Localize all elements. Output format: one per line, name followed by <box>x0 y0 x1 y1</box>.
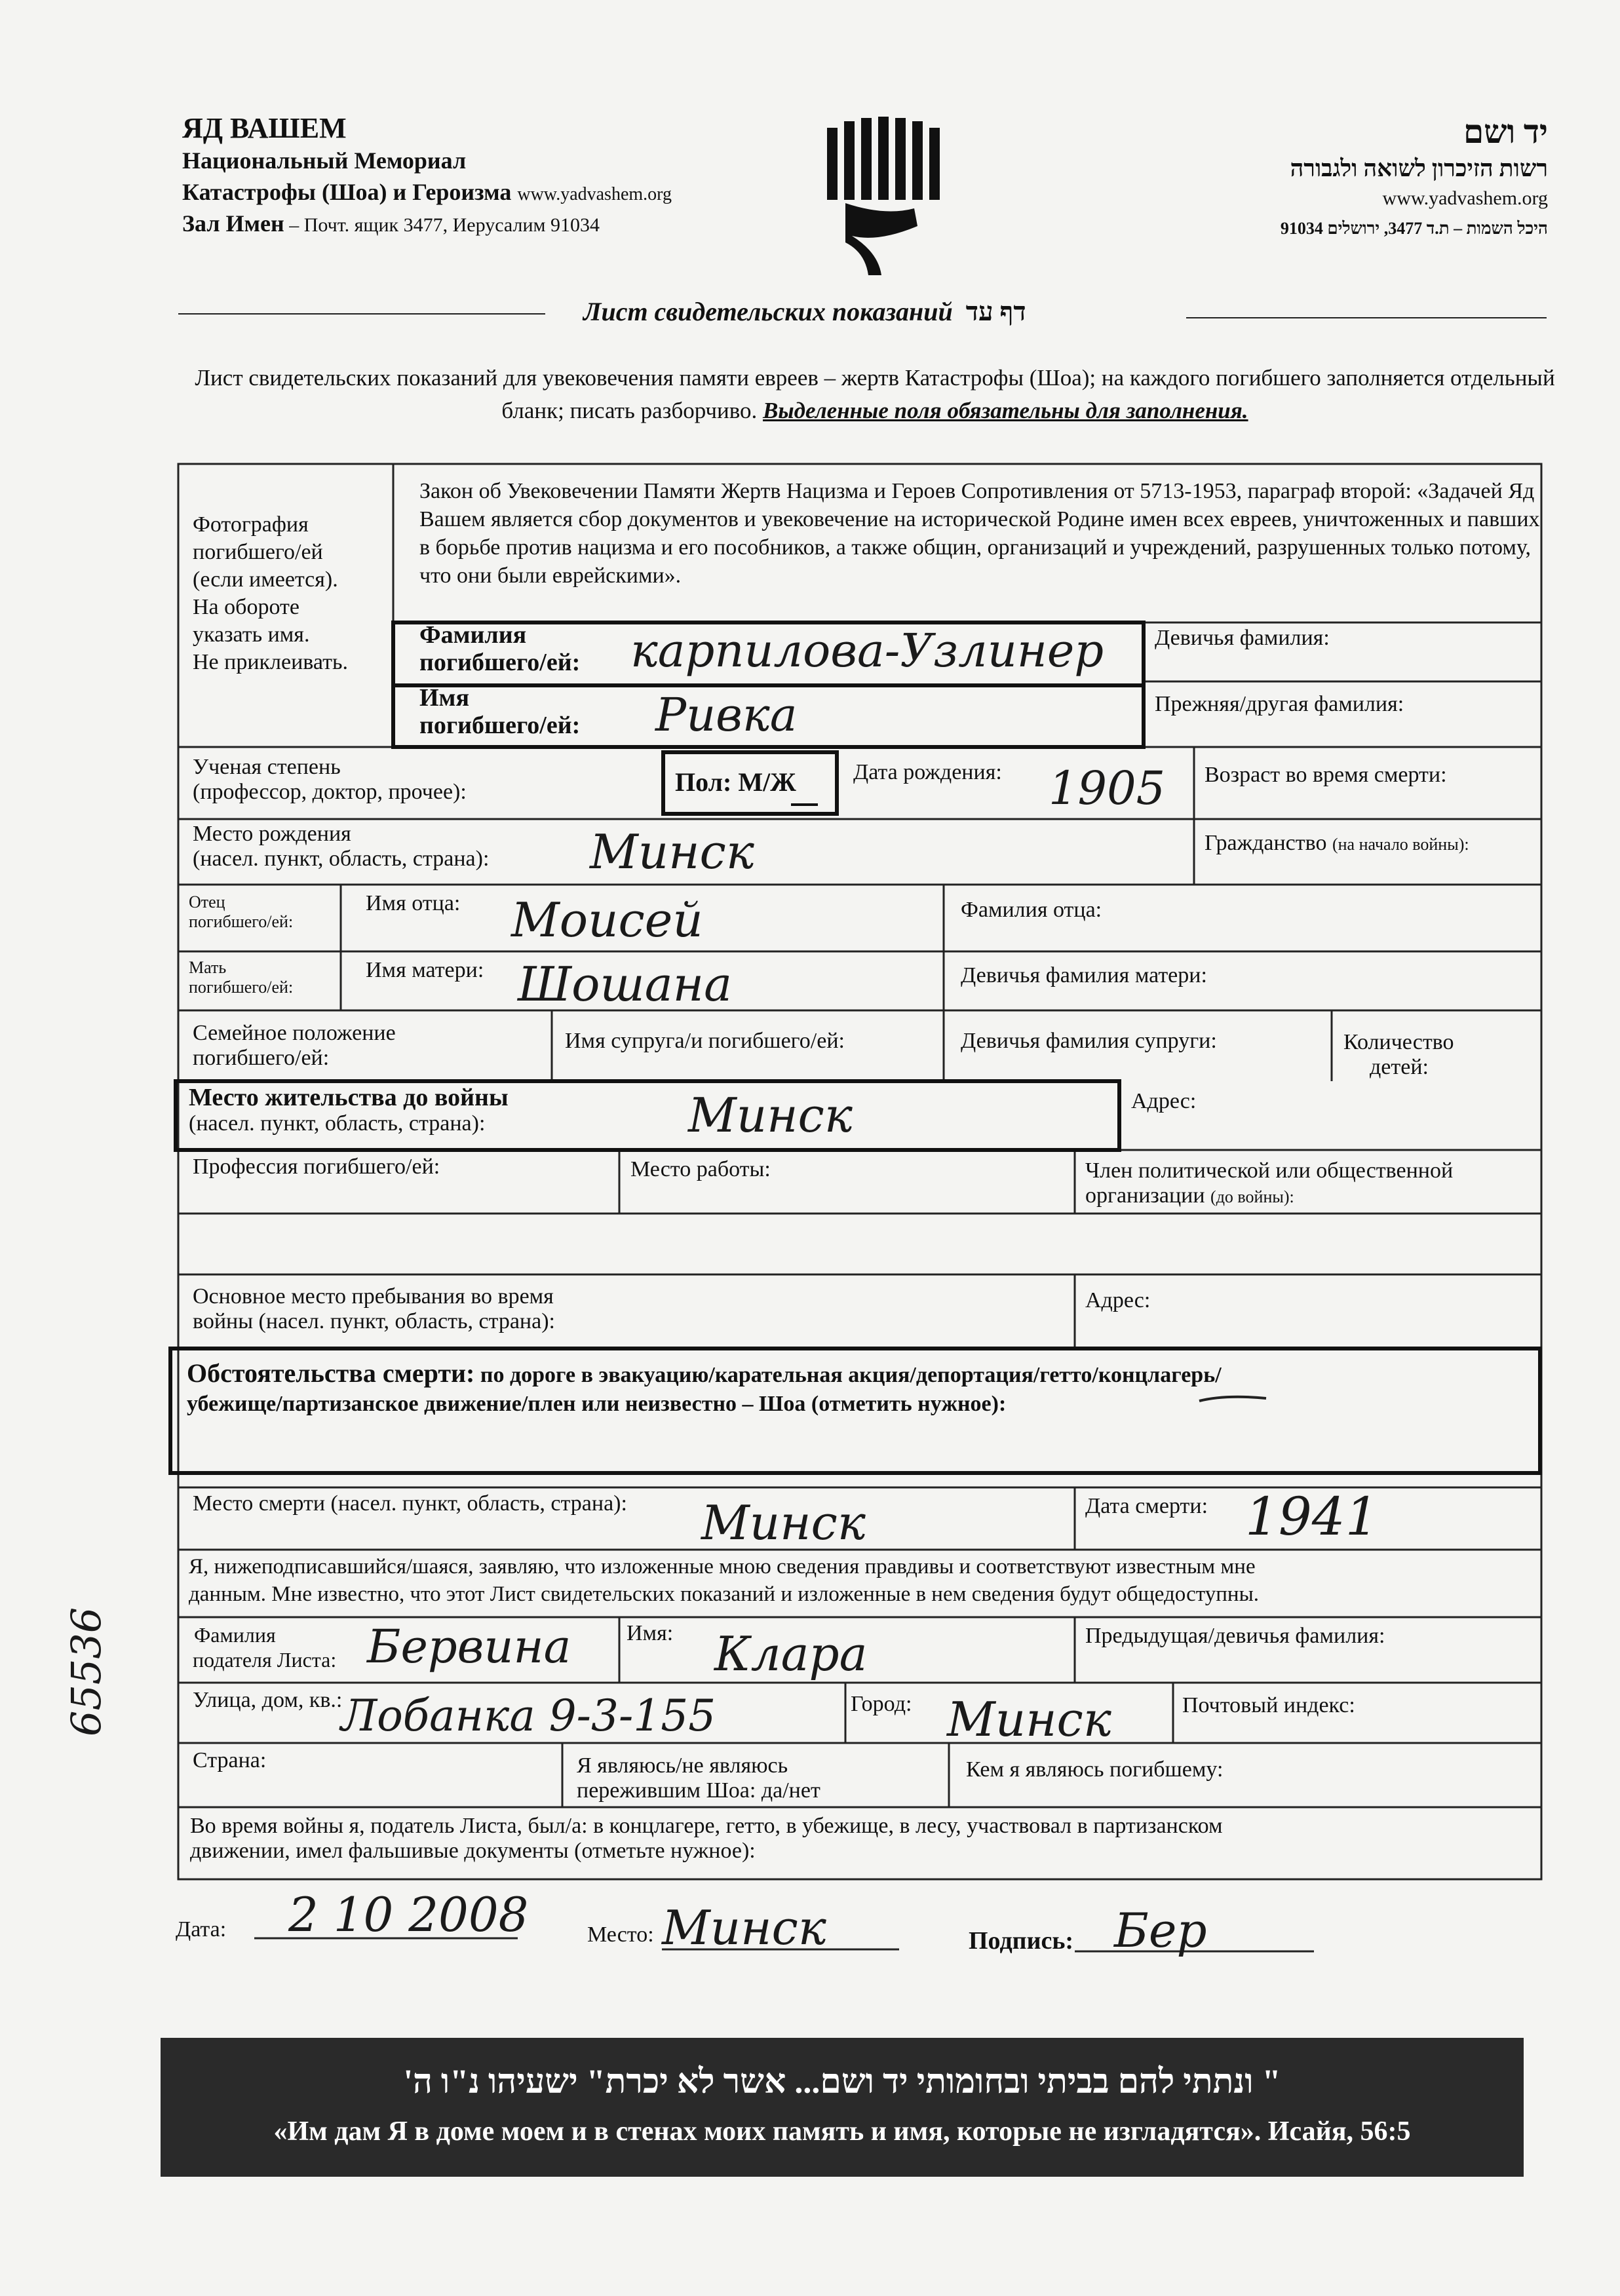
father-label: Отец погибшего/ей: <box>189 892 294 931</box>
mother-label: Мать погибшего/ей: <box>189 958 294 997</box>
father-name-label: Имя отца: <box>366 891 461 915</box>
intro-text: Лист свидетельских показаний для увековечения памяти евреев – жертв Катастрофы (Шоа); на каждого погибшего заполняется отдельный бланк; писать разборчиво. Выделенные поля обязательны для заполнения. <box>195 365 1555 423</box>
date-label: Дата: <box>176 1917 227 1942</box>
birth-date-value[interactable]: 1905 <box>1049 761 1166 815</box>
spouse-name-label: Имя супруга/и погибшего/ей: <box>565 1029 845 1053</box>
signature-label: Подпись: <box>969 1927 1074 1955</box>
birth-place-label: Место рождения (насел. пункт, область, страна): <box>193 822 490 871</box>
surname-label: Фамилия погибшего/ей: <box>419 621 581 676</box>
circumstances-label: Обстоятельства смерти: по дороге в эвакуацию/карательная акция/депортация/гетто/концлагерь/ убежище/партизанское движение/плен или неизвестно – Шоа (отметить нужное): <box>187 1358 1222 1416</box>
footer-hebrew: " ונתתי להם בביתי ובחומותי יד ושם... אשר לא יכרת" ישעיהו נ"ו ה' <box>403 2063 1281 2101</box>
footer-band <box>161 2038 1524 2177</box>
birth-date-label: Дата рождения: <box>853 760 1002 784</box>
age-death-label: Возраст во время смерти: <box>1205 763 1447 787</box>
workplace-label: Место работы: <box>630 1157 771 1181</box>
side-number: 65536 <box>62 1607 110 1736</box>
spouse-maiden-label: Девичья фамилия супруги: <box>961 1029 1217 1053</box>
father-name-value[interactable]: Моисей <box>511 892 703 947</box>
form-title: Лист свидетельских показаний דף עד <box>583 297 1026 326</box>
zip-label: Почтовый индекс: <box>1182 1693 1355 1717</box>
survivor-label: Я являюсь/не являюсь пережившим Шоа: да/нет <box>577 1753 820 1803</box>
submitter-war-label: Во время войны я, податель Листа, был/а: в концлагере, гетто, в убежище, в лесу, участвовал в партизанском движении, имел фальшивые документы (отметьте нужное): <box>190 1814 1223 1863</box>
wartime-address-label: Адрес: <box>1085 1288 1151 1312</box>
ru-line3: Зал Имен – Почт. ящик 3477, Иерусалим 91034 <box>182 210 600 237</box>
residence-value[interactable]: Минск <box>688 1088 853 1143</box>
signature-value[interactable]: Бер <box>1114 1903 1207 1958</box>
ru-line2: Катастрофы (Шоа) и Героизма www.yadvashem.org <box>182 179 672 205</box>
date-value[interactable]: 2 10 2008 <box>288 1887 529 1942</box>
he-title: יד ושם <box>1463 113 1548 150</box>
degree-label: Ученая степень (профессор, доктор, прочее): <box>193 755 467 804</box>
submitter-name-value[interactable]: Клара <box>714 1626 868 1681</box>
place-value[interactable]: Минск <box>662 1900 826 1955</box>
he-line3: היכל השמות – ת.ד 3477, ירושלים 91034 <box>1280 219 1548 238</box>
death-place-value[interactable]: Минск <box>701 1495 866 1550</box>
birth-place-value[interactable]: Минск <box>590 824 754 879</box>
place-label: Место: <box>587 1923 654 1947</box>
surname-value[interactable]: карпилова-Узлинер <box>630 624 1104 678</box>
mother-name-value[interactable]: Шошана <box>518 957 732 1012</box>
mother-name-label: Имя матери: <box>366 958 484 982</box>
firstname-label: Имя погибшего/ей: <box>419 684 581 739</box>
residence-label: Место жительства до войны (насел. пункт, область, страна): <box>189 1084 509 1136</box>
maiden-label: Девичья фамилия: <box>1155 626 1330 650</box>
sex-label[interactable]: Пол: М/Ж <box>675 767 796 797</box>
death-place-label: Место смерти (насел. пункт, область, страна): <box>193 1491 627 1516</box>
submitter-name-label: Имя: <box>627 1621 674 1645</box>
children-label: Количество детей: <box>1343 1030 1454 1079</box>
ru-title: ЯД ВАШЕМ <box>182 112 347 144</box>
mother-maiden-label: Девичья фамилия матери: <box>961 963 1207 987</box>
he-line1: רשות הזיכרון לשואה ולגבורה <box>1290 155 1548 182</box>
relation-label: Кем я являюсь погибшему: <box>966 1757 1224 1782</box>
law-text: Закон об Увековечении Памяти Жертв Нацизма и Героев Сопротивления от 5713-1953, параграф второй: «Задачей Яд Вашем является сбор документов и увековечение на исторической Родине имен всех евреев, уничтоженных и павших в борьбе против нацизма и его пособников, а также общин, организаций и учреждений, разрушенных только потому, что они были еврейскими». <box>419 479 1540 588</box>
death-date-label: Дата смерти: <box>1085 1494 1208 1518</box>
submitter-surname-value[interactable]: Бервина <box>367 1620 571 1674</box>
member-label: Член политической или общественной организации (до войны): <box>1085 1158 1454 1208</box>
submitter-surname-label: Фамилия подателя Листа: <box>193 1623 337 1672</box>
city-value[interactable]: Минск <box>947 1692 1111 1747</box>
firstname-value[interactable]: Ривка <box>655 688 798 742</box>
photo-box: Фотография погибшего/ей (если имеется). На обороте указать имя. Не приклеивать. <box>193 512 348 674</box>
father-surname-label: Фамилия отца: <box>961 898 1102 922</box>
street-label: Улица, дом, кв.: <box>193 1688 343 1712</box>
ru-line1: Национальный Мемориал <box>182 147 467 174</box>
country-label: Страна: <box>193 1748 267 1772</box>
city-label: Город: <box>851 1692 912 1716</box>
he-url: www.yadvashem.org <box>1382 187 1548 209</box>
street-value[interactable]: Лобанка 9-3-155 <box>341 1691 716 1741</box>
wartime-place-label: Основное место пребывания во время войны (насел. пункт, область, страна): <box>193 1284 555 1333</box>
profession-label: Профессия погибшего/ей: <box>193 1155 440 1179</box>
footer-russian: «Им дам Я в доме моем и в стенах моих память и имя, которые не изгладятся». Исайя, 56:5 <box>273 2116 1411 2147</box>
submitter-prev-label: Предыдущая/девичья фамилия: <box>1085 1624 1385 1648</box>
citizenship-label: Гражданство (на начало войны): <box>1205 831 1469 855</box>
marital-label: Семейное положение погибшего/ей: <box>193 1021 396 1070</box>
death-date-value[interactable]: 1941 <box>1245 1486 1379 1547</box>
declaration-text: Я, нижеподписавшийся/шаяся, заявляю, что изложенные мною сведения правдивы и соответствуют известным мне данным. Мне известно, что этот Лист свидетельских показаний и изложенные в нем сведения будут общедоступны. <box>189 1555 1260 1606</box>
address-label: Адрес: <box>1131 1089 1197 1113</box>
prev-surname-label: Прежняя/другая фамилия: <box>1155 692 1404 716</box>
